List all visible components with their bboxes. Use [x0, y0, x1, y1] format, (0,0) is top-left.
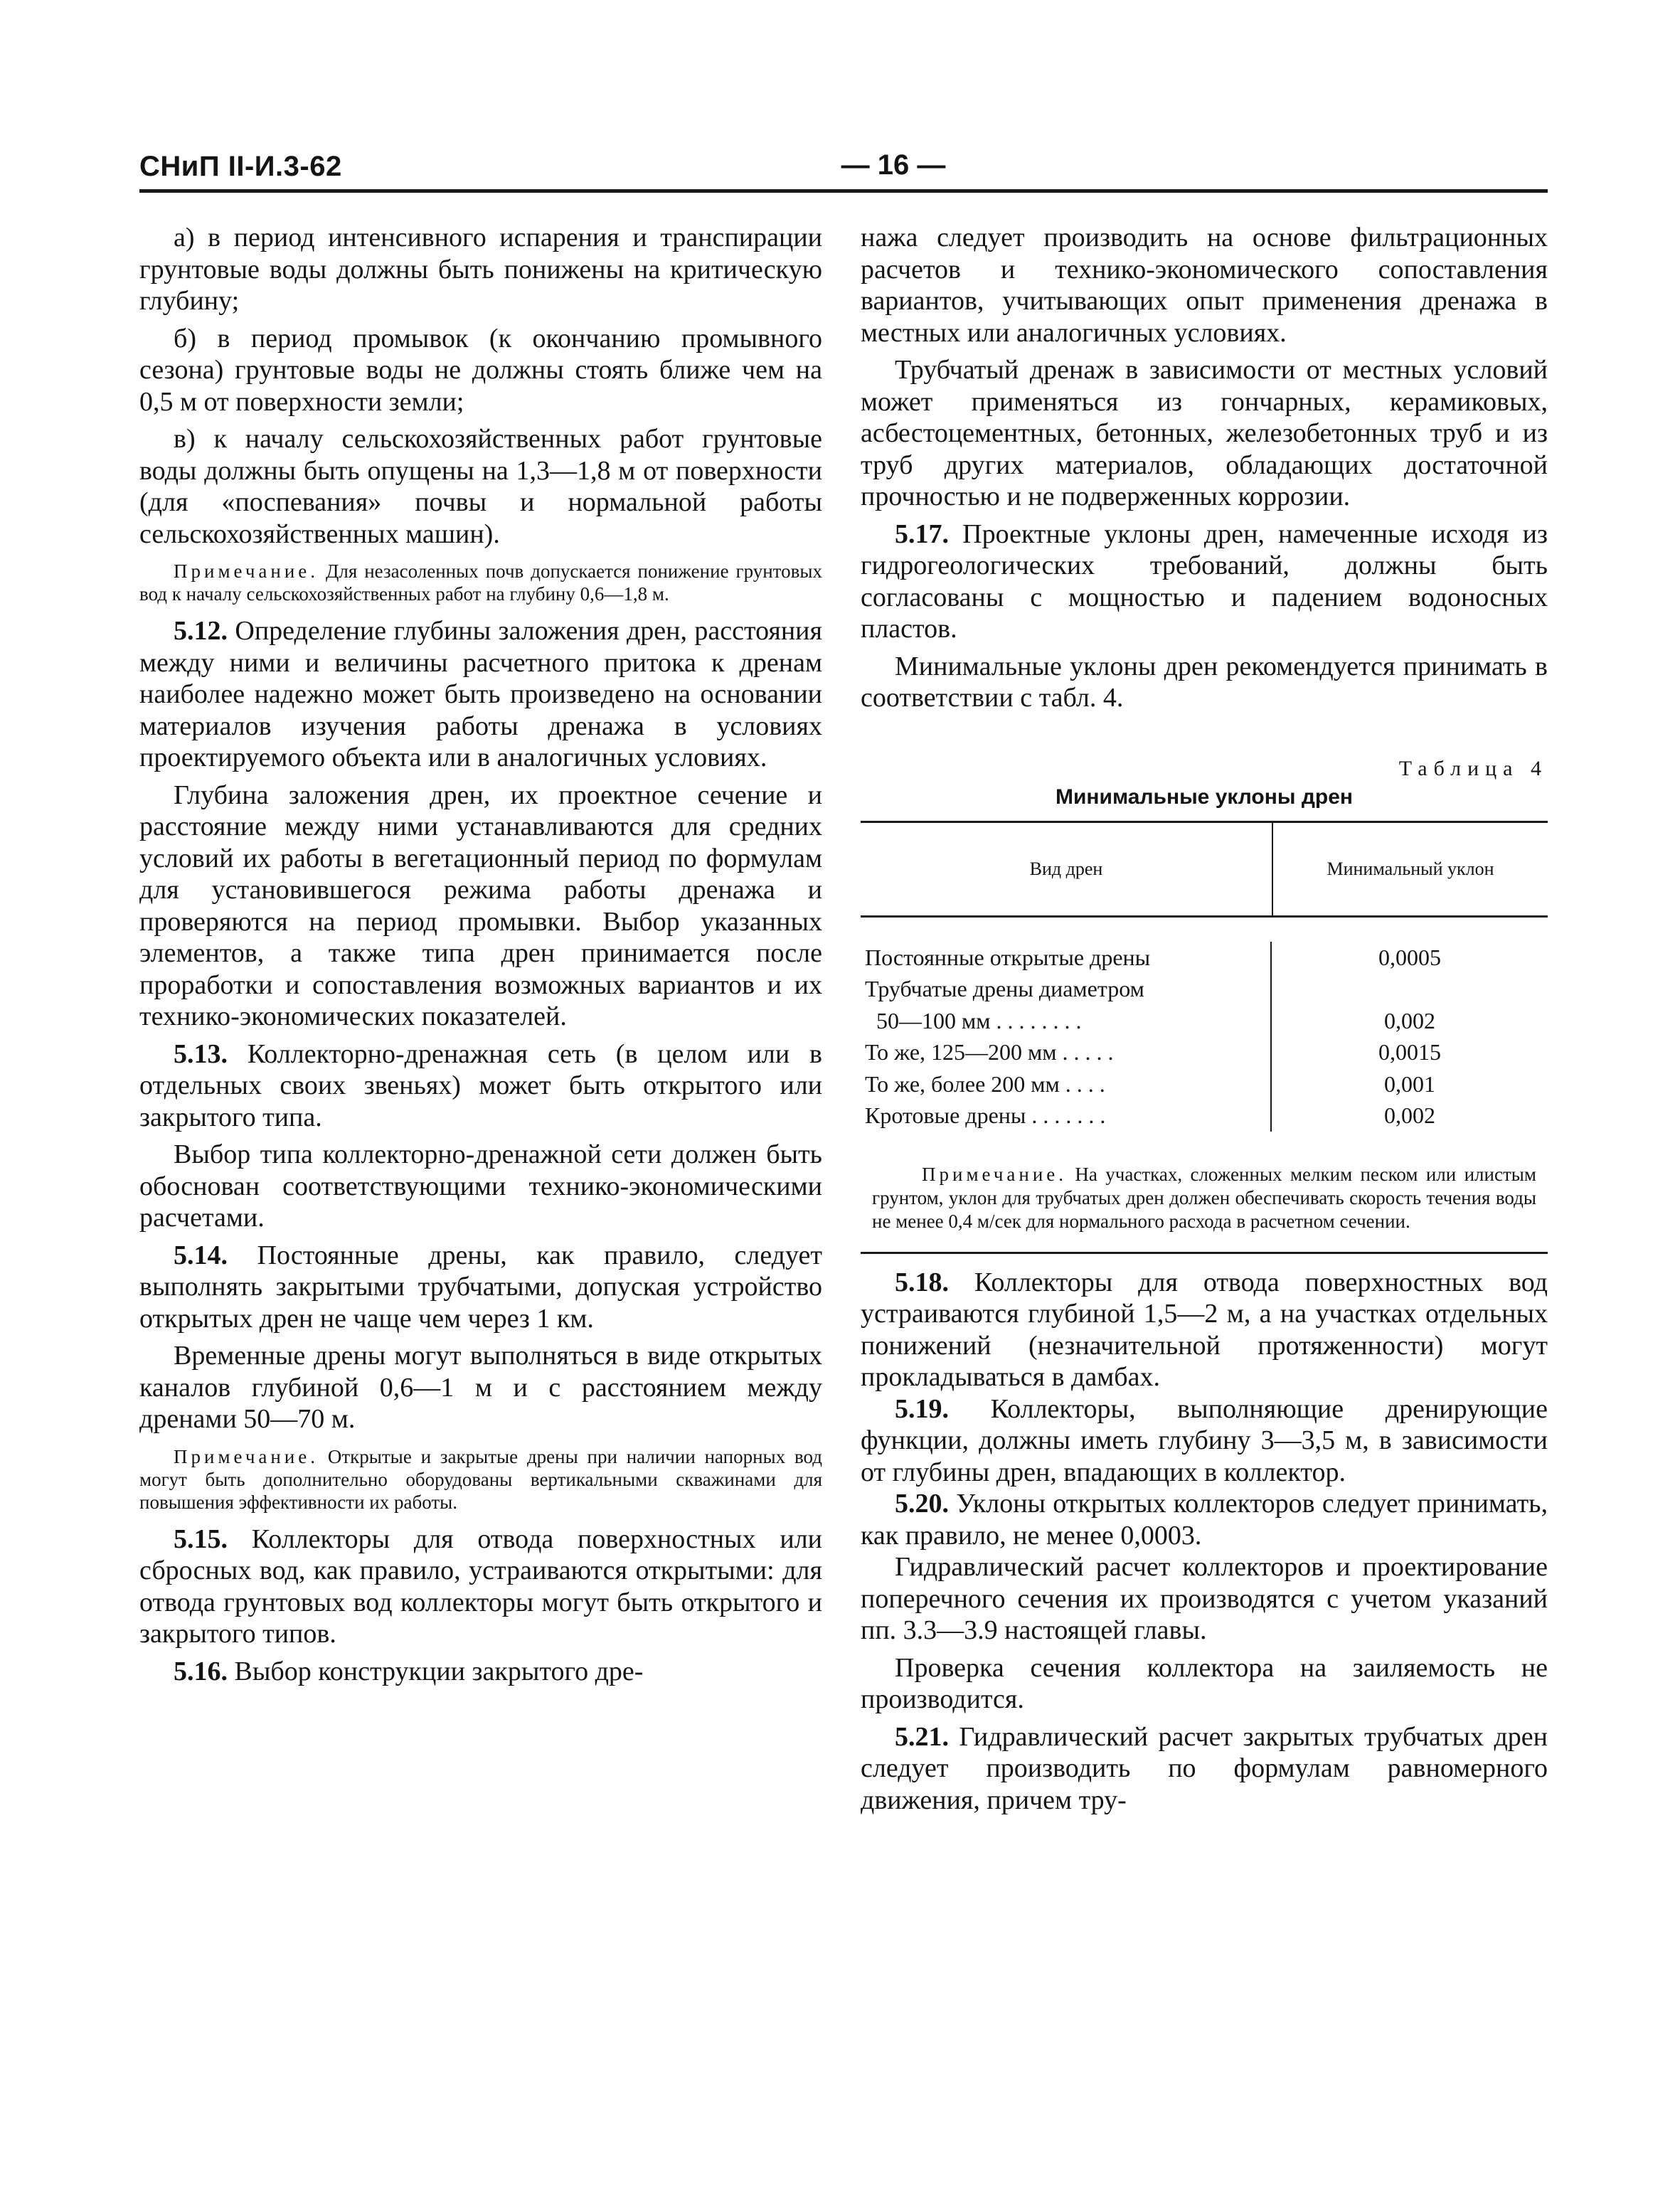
table-cell-drain-type: То же, 125—200 мм . . . . . — [861, 1036, 1272, 1068]
paragraph-min-slopes: Минимальные уклоны дрен рекомендуется принимать в соответствии с табл. 4. — [861, 651, 1548, 713]
paragraph-continuation: нажа следует производить на основе фильтрационных расчетов и технико-экономического сопоставления вариантов, учитывающих опыт применения дренажа в местных или аналогичных условиях. — [861, 223, 1548, 348]
table-cell-slope: 0,001 — [1384, 1070, 1435, 1097]
paragraph-b: б) в период промывок (к окончанию промывного сезона) грунтовые воды не должны стоять ближе чем на 0,5 м от поверхности земли; — [139, 323, 822, 417]
table-header-min-slope: Минимальный уклон — [1327, 858, 1494, 879]
section-5-12-number: 5.12. — [174, 616, 228, 646]
table-cell-slope: 0,0015 — [1378, 1039, 1441, 1065]
table-header-drain-type: Вид дрен — [861, 823, 1273, 915]
right-column — [861, 222, 1548, 1816]
note-1-label: Примечание. — [174, 560, 319, 582]
section-5-15-text: Коллекторы для отвода поверхностных или сбросных вод, как правило, устраиваются открытыми: для отвода грунтовых вод коллекторы могут быть открытого и закрытого типов. — [139, 1524, 822, 1649]
table-cell-slope: 0,002 — [1384, 1102, 1435, 1128]
section-5-12-text: Определение глубины заложения дрен, расстояния между ними и величины расчетного притока к дренам наиболее надежно может быть произведено на основании материалов изучения работы дренажа в условиях проектируемого объекта или в аналогичных условиях. — [139, 616, 822, 772]
section-5-15-number: 5.15. — [174, 1524, 228, 1554]
section-5-12 — [139, 615, 822, 774]
section-5-20-text: Уклоны открытых коллекторов следует принимать, как правило, не менее 0,0003. — [861, 1489, 1548, 1551]
section-5-19-text: Коллекторы, выполняющие дренирующие функции, должны иметь глубину 3—3,5 м, в зависимости от глубины дрен, впадающих в коллектор. — [861, 1393, 1548, 1487]
section-5-16-number: 5.16. — [174, 1656, 228, 1686]
table-cell-drain-type: То же, более 200 мм . . . . — [861, 1068, 1272, 1100]
table-row — [861, 1100, 1548, 1132]
min-slopes-table — [861, 821, 1548, 1254]
paragraph-hydraulic: Гидравлический расчет коллекторов и проектирование поперечного сечения их производятся с учетом указаний пп. 3.3—3.9 настоящей главы. — [861, 1552, 1548, 1645]
section-5-13-text: Коллекторно-дренажная сеть (в целом или в отдельных своих звеньях) может быть открытого или закрытого типа. — [139, 1038, 822, 1132]
section-5-16 — [139, 1656, 822, 1688]
table-cell-drain-type: Кротовые дрены . . . . . . . — [861, 1100, 1272, 1132]
table-cell-slope: 0,002 — [1384, 1007, 1435, 1033]
section-5-19-number: 5.19. — [895, 1393, 949, 1424]
table-cell-drain-type: Трубчатые дрены диаметром — [861, 973, 1272, 1005]
table-row — [861, 1005, 1548, 1037]
table-body — [861, 918, 1548, 1149]
section-5-13-number: 5.13. — [174, 1038, 228, 1069]
paragraph-choice: Выбор типа коллекторно-дренажной сети должен быть обоснован соответствующими технико-экономическими расчетами. — [139, 1139, 822, 1233]
section-5-18 — [861, 1267, 1548, 1393]
note-2-label: Примечание. — [174, 1445, 319, 1467]
document-code: СНиП II-И.3-62 — [139, 151, 342, 182]
table-title: Минимальные уклоны дрен — [1055, 785, 1354, 809]
section-5-21-text: Гидравлический расчет закрытых трубчатых дрен следует производить по формулам равномерного движения, причем тру- — [861, 1721, 1548, 1815]
table-note-label: Примечание. — [922, 1163, 1068, 1185]
paragraph-silting-check: Проверка сечения коллектора на заиляемость не производится. — [861, 1652, 1548, 1714]
table-note — [861, 1149, 1548, 1252]
paragraph-depth: Глубина заложения дрен, их проектное сечение и расстояние между ними устанавливаются для средних условий их работы в вегетационный период по формулам для установившегося режима работы дренажа и проверяются на период промывки. Выбор указанных элементов, а также типа дрен принимается после проработки и сопоставления возможных вариантов и их технико-экономических показателей. — [139, 780, 822, 1031]
table-cell-drain-type: 50—100 мм . . . . . . . . — [861, 1005, 1272, 1037]
section-5-20 — [861, 1488, 1548, 1551]
table-cell-drain-type: Постоянные открытые дрены — [861, 942, 1272, 974]
paragraph-tube-drainage: Трубчатый дренаж в зависимости от местных условий может применяться из гончарных, керамиковых, асбестоцементных, бетонных, железобетонных труб и из труб других материалов, обладающих достаточной прочностью и не подверженных коррозии. — [861, 355, 1548, 511]
page-number: — 16 — — [841, 149, 946, 181]
paragraph-temporary-drains: Временные дрены могут выполняться в виде открытых каналов глубиной 0,6—1 м и с расстоянием между дренами 50—70 м. — [139, 1341, 822, 1434]
table-cell-slope — [1272, 973, 1548, 1005]
section-5-14 — [139, 1240, 822, 1335]
table-row — [861, 1036, 1548, 1068]
section-5-17-text: Проектные уклоны дрен, намеченные исходя из гидрогеологических требований, должны быть согласованы с мощностью и падением водоносных пластов. — [861, 519, 1548, 644]
section-5-17-number: 5.17. — [895, 519, 949, 549]
section-5-14-text: Постоянные дрены, как правило, следует выполнять закрытыми трубчатыми, допуская устройство открытых дрен не чаще чем через 1 км. — [139, 1240, 822, 1334]
left-column — [139, 222, 822, 1687]
section-5-20-number: 5.20. — [895, 1489, 949, 1519]
section-5-13 — [139, 1038, 822, 1134]
paragraph-c: в) к началу сельскохозяйственных работ грунтовые воды должны быть опущены на 1,3—1,8 м от поверхности (для «поспевания» почвы и нормальной работы сельскохозяйственных машин). — [139, 424, 822, 549]
section-5-15 — [139, 1524, 822, 1650]
paragraph-a: а) в период интенсивного испарения и транспирации грунтовые воды должны быть понижены на критическую глубину; — [139, 223, 822, 316]
section-5-14-number: 5.14. — [174, 1240, 228, 1270]
table-row — [861, 942, 1548, 974]
table-row — [861, 1068, 1548, 1100]
note-2-text: Открытые и закрытые дрены при наличии напорных вод могут быть дополнительно оборудованы вертикальными скважинами для повышения эффективности их работы. — [139, 1445, 822, 1513]
section-5-16-text: Выбор конструкции закрытого дре- — [228, 1656, 644, 1686]
section-5-21-number: 5.21. — [895, 1721, 949, 1752]
table-row — [861, 973, 1548, 1005]
page-header — [139, 145, 1548, 193]
table-header — [861, 823, 1548, 918]
section-5-21 — [861, 1721, 1548, 1817]
table-cell-slope: 0,0005 — [1378, 944, 1441, 970]
table-note-text: На участках, сложенных мелким песком или илистым грунтом, уклон для трубчатых дрен должен обеспечивать скорость течения воды не менее 0,4 м/сек для нормального расхода в расчетном сечении. — [872, 1163, 1536, 1232]
note-2 — [139, 1445, 822, 1514]
section-5-18-number: 5.18. — [895, 1267, 949, 1297]
section-5-19 — [861, 1393, 1548, 1489]
note-1 — [139, 560, 822, 605]
section-5-18-text: Коллекторы для отвода поверхностных вод устраиваются глубиной 1,5—2 м, а на участках отдельных понижений (незначительной протяженности) могут прокладываться в дамбах. — [861, 1267, 1548, 1392]
note-1-text: Для незасоленных почв допускается понижение грунтовых вод к началу сельскохозяйственных работ на глубину 0,6—1,8 м. — [139, 560, 822, 605]
table-label: Таблица 4 — [1398, 756, 1548, 780]
section-5-17 — [861, 519, 1548, 645]
